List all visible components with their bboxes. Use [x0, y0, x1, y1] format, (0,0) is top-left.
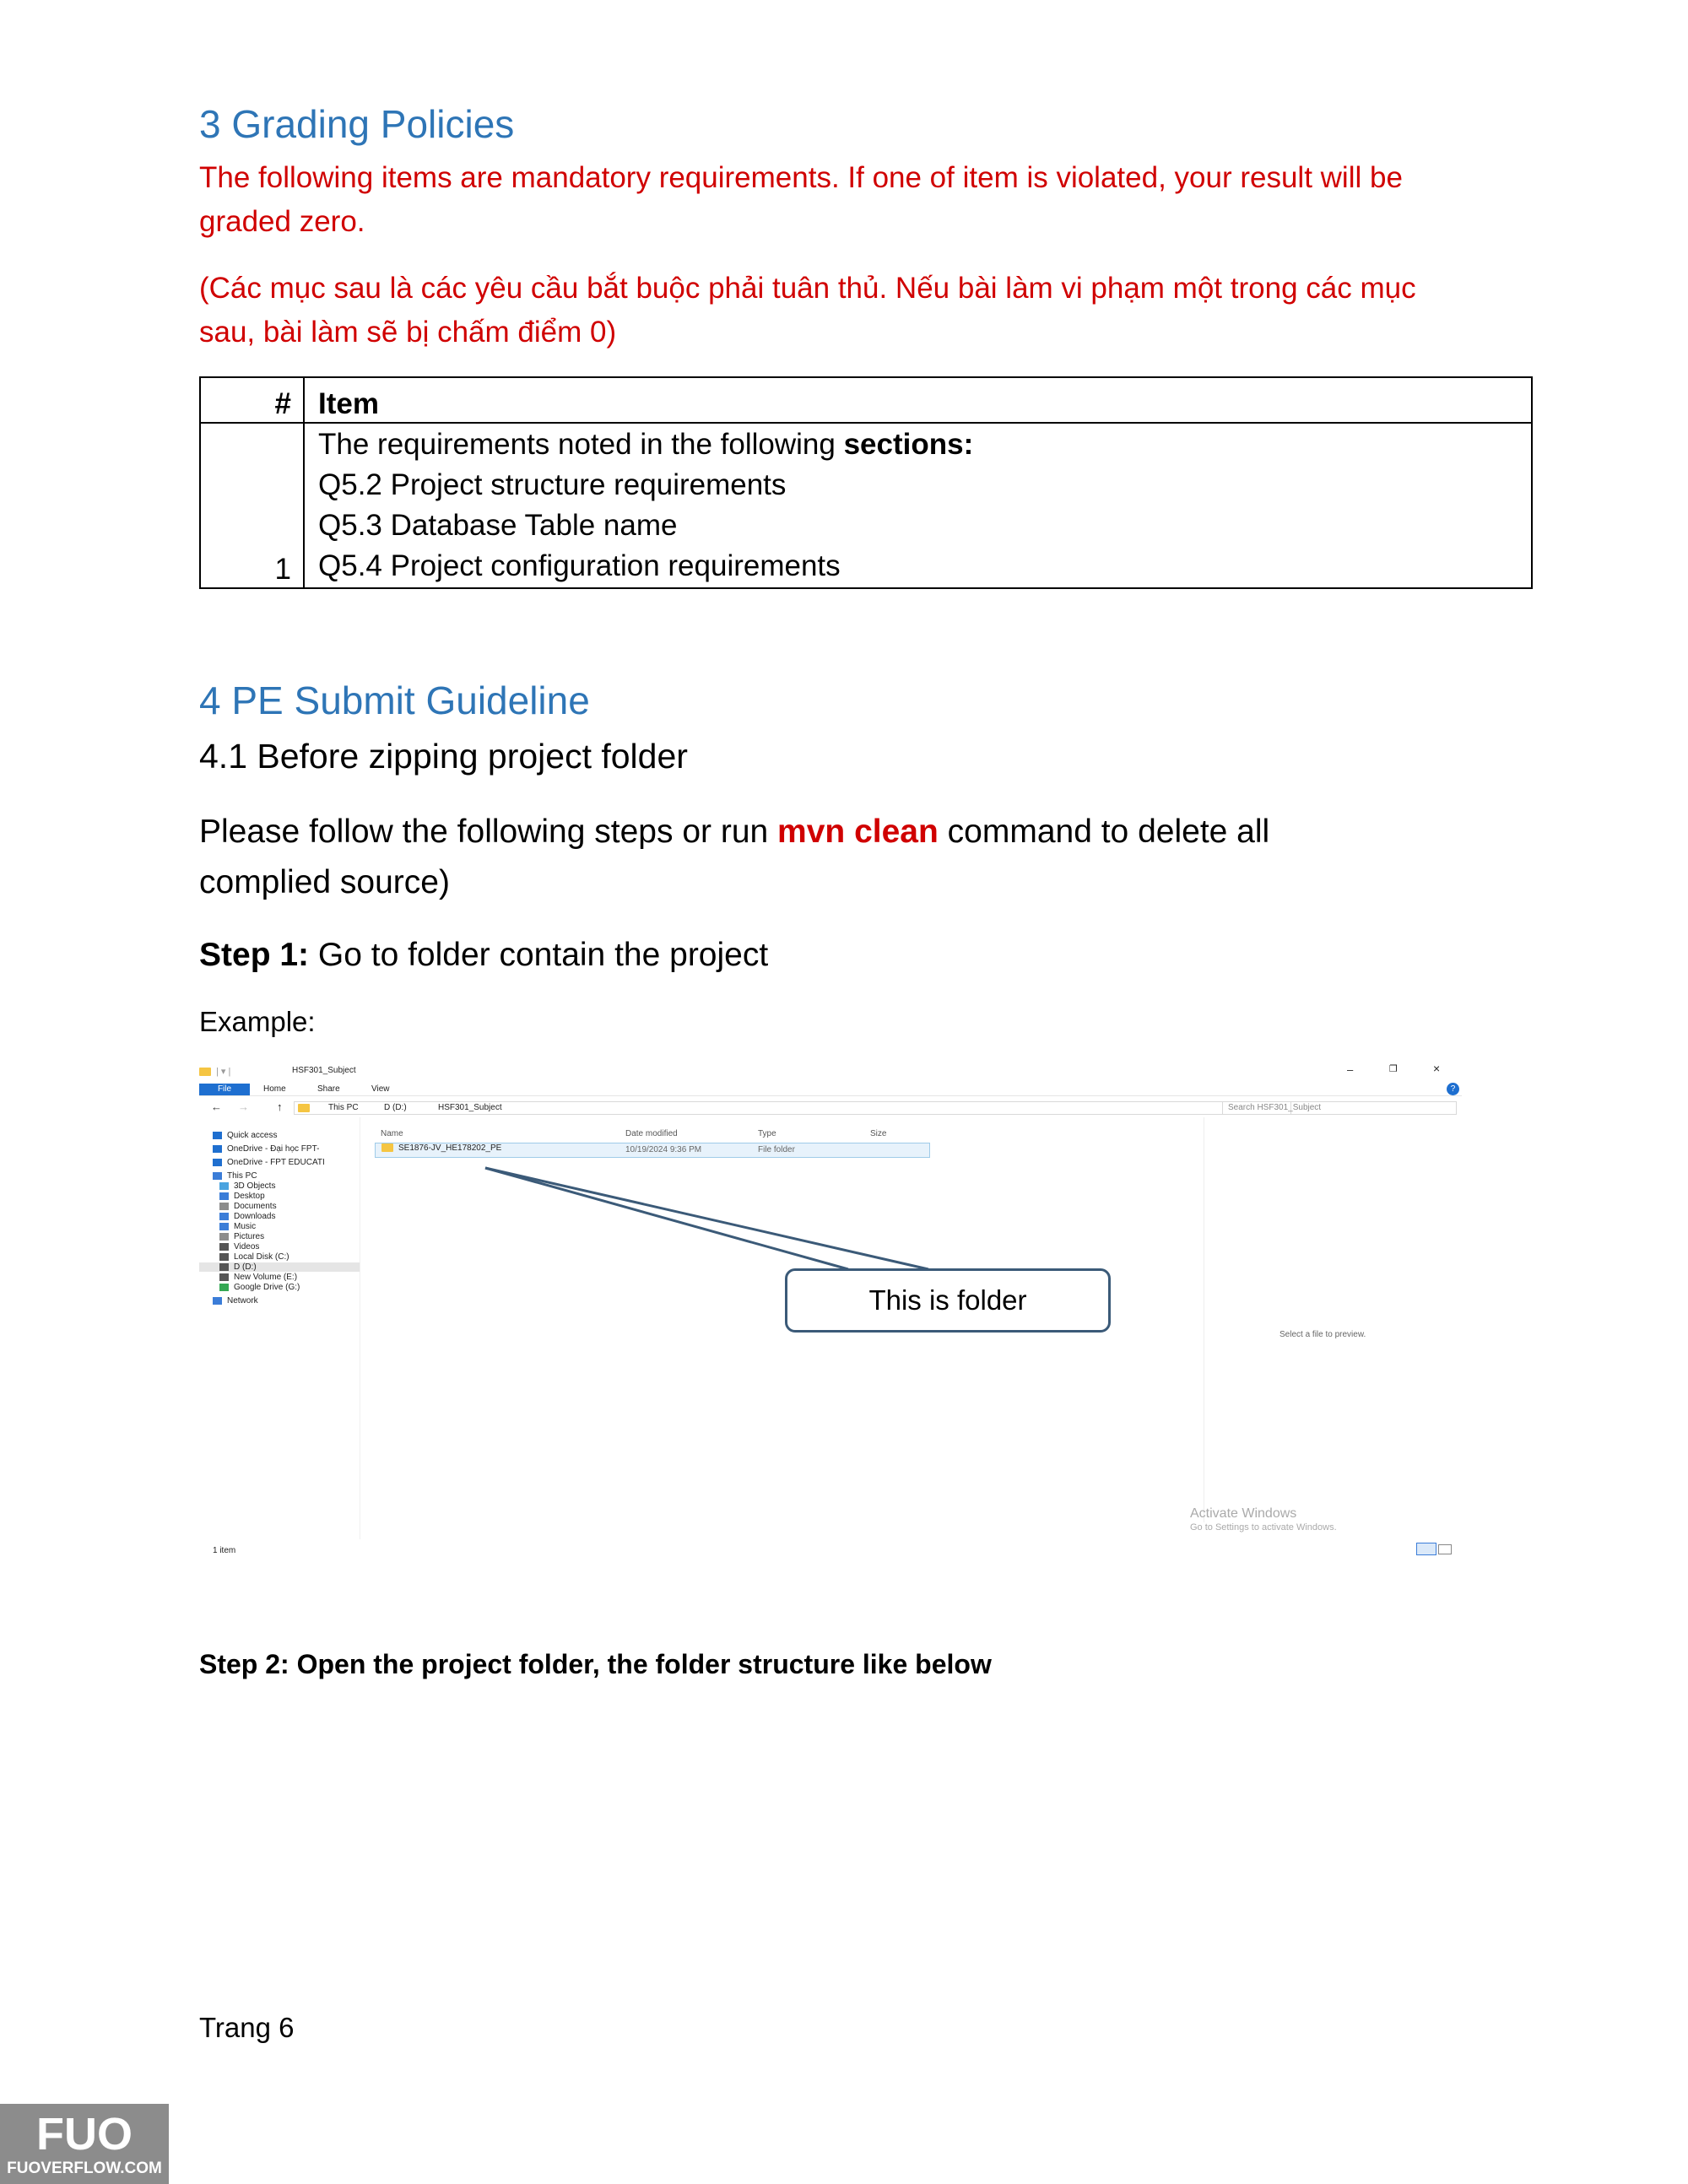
step-1-text: Go to folder contain the project: [309, 937, 769, 973]
item-intro-bold: sections:: [843, 428, 974, 461]
file-name-text: SE1876-JV_HE178202_PE: [398, 1143, 502, 1153]
quick-access-toolbar: | ▾ |: [199, 1066, 230, 1077]
callout-line-1: [485, 1168, 848, 1269]
warning-en-line-1: The following items are mandatory requirements. If one of item is violated, your result will be: [199, 161, 1403, 194]
item-line-3: Q5.3 Database Table name: [318, 509, 678, 542]
warning-en-line-2: graded zero.: [199, 205, 365, 238]
breadcrumb-folder[interactable]: HSF301_Subject: [438, 1103, 502, 1112]
column-size[interactable]: Size: [870, 1129, 887, 1138]
item-line-2: Q5.2 Project structure requirements: [318, 468, 787, 501]
column-name[interactable]: Name: [381, 1129, 403, 1138]
nav-item-label: Pictures: [234, 1232, 265, 1241]
nav-item-label: Videos: [234, 1242, 260, 1251]
nav-item-label: 3D Objects: [234, 1181, 276, 1191]
instruction-pre: Please follow the following steps or run: [199, 814, 778, 850]
header-num: #: [200, 377, 304, 423]
header-item: Item: [304, 377, 1532, 423]
ribbon-tab-home[interactable]: Home: [263, 1084, 286, 1094]
item-line-4: Q5.4 Project configuration requirements: [318, 549, 841, 582]
fuoverflow-logo: [0, 2104, 169, 2184]
back-icon[interactable]: ←: [211, 1100, 222, 1113]
help-icon[interactable]: ?: [1447, 1083, 1459, 1095]
nav-item-label: Quick access: [227, 1131, 278, 1140]
file-date: 10/19/2024 9:36 PM: [625, 1145, 702, 1154]
nav-item-label: Google Drive (G:): [234, 1283, 300, 1292]
nav-item-label: OneDrive - FPT EDUCATI: [227, 1158, 325, 1167]
subsection-heading: 4.1 Before zipping project folder: [199, 737, 688, 776]
activate-windows-watermark: Activate Windows: [1190, 1506, 1297, 1521]
warning-vi-line-1: (Các mục sau là các yêu cầu bắt buộc phải tuân thủ. Nếu bài làm vi phạm một trong các mục: [199, 272, 1416, 305]
logo-mark: FUO: [36, 2109, 133, 2160]
nav-item-label: This PC: [227, 1171, 257, 1181]
instruction-post: command to delete all: [938, 814, 1270, 850]
nav-item-label: Desktop: [234, 1192, 265, 1201]
example-label: Example:: [199, 1006, 316, 1037]
column-type[interactable]: Type: [758, 1129, 776, 1138]
callout-line-2: [485, 1168, 928, 1269]
nav-item-label: Downloads: [234, 1212, 276, 1221]
close-icon[interactable]: ×: [1433, 1062, 1441, 1075]
file-type: File folder: [758, 1145, 795, 1154]
instruction-line-2: complied source): [199, 864, 450, 900]
breadcrumb-this-pc[interactable]: This PC: [328, 1103, 359, 1112]
breadcrumb-d-drive[interactable]: D (D:): [384, 1103, 407, 1112]
nav-item-label: Music: [234, 1222, 257, 1231]
ribbon-tab-view[interactable]: View: [371, 1084, 390, 1094]
step-1-label: Step 1:: [199, 937, 310, 973]
warning-vi-line-2: sau, bài làm sẽ bị chấm điểm 0): [199, 316, 617, 349]
ribbon-tab-file[interactable]: File: [199, 1084, 250, 1095]
nav-item-label: Local Disk (C:): [234, 1252, 289, 1262]
window-title: HSF301_Subject: [292, 1066, 356, 1075]
step-2: Step 2: Open the project folder, the folder structure like below: [199, 1649, 992, 1679]
nav-item-label: Network: [227, 1296, 258, 1306]
preview-text: Select a file to preview.: [1280, 1330, 1366, 1339]
item-intro: The requirements noted in the following: [318, 428, 844, 461]
callout-box: This is folder: [785, 1268, 1111, 1333]
nav-item-label: Documents: [234, 1202, 277, 1211]
restore-icon[interactable]: ❐: [1389, 1064, 1398, 1074]
logo-site: FUOVERFLOW.COM: [7, 2160, 162, 2177]
section-4-heading: 4 PE Submit Guideline: [199, 678, 590, 722]
page-footer: Trang 6: [199, 2012, 295, 2043]
mvn-clean-command: mvn clean: [777, 814, 939, 850]
nav-item-label: New Volume (E:): [234, 1273, 298, 1282]
activate-windows-subtext: Go to Settings to activate Windows.: [1190, 1522, 1337, 1533]
nav-item-label: OneDrive - Đại học FPT-: [227, 1144, 320, 1154]
row-num: 1: [200, 423, 304, 588]
search-input[interactable]: Search HSF301_Subject: [1222, 1101, 1457, 1115]
minimize-icon[interactable]: –: [1347, 1063, 1354, 1076]
nav-item-label: D (D:): [234, 1262, 257, 1272]
status-item-count: 1 item: [213, 1546, 236, 1555]
section-3-heading: 3 Grading Policies: [199, 102, 515, 146]
ribbon-tab-share[interactable]: Share: [317, 1084, 340, 1094]
column-date-modified[interactable]: Date modified: [625, 1129, 678, 1138]
up-icon[interactable]: ↑: [277, 1100, 283, 1113]
forward-icon[interactable]: →: [238, 1100, 249, 1113]
